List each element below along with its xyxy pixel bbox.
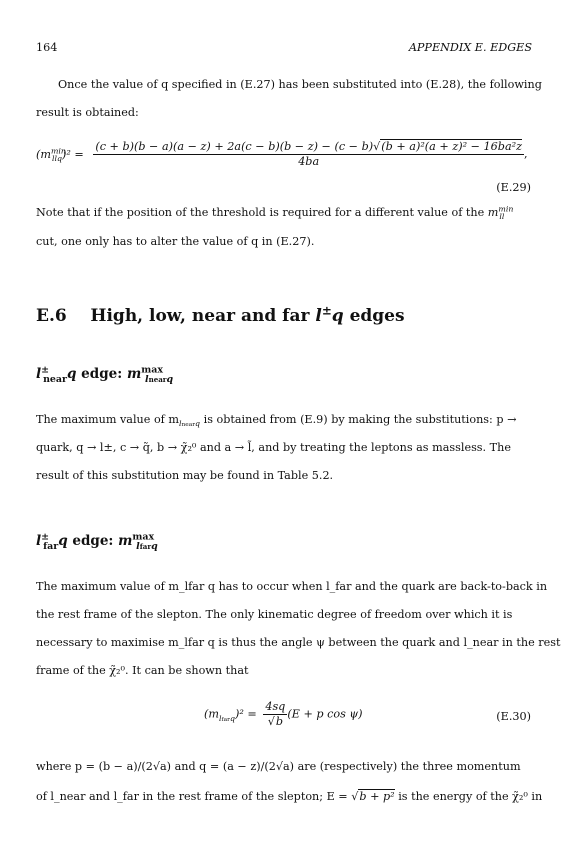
para2-line1: Note that if the position of the threshold is required for a different value of the $m^{min}_{ll}$ — [36, 204, 514, 222]
para4-line4: frame of the χ̃₂⁰. It can be shown that — [36, 664, 249, 677]
page-number: 164 — [36, 41, 58, 54]
eq30-label: (E.30) — [496, 710, 531, 723]
para3-line1: The maximum value of $m_{lnearq}$ is obtained from (E.9) by making the substitutions: p → — [36, 413, 517, 429]
subheading-far: $l^\pm_{far}q$ edge: $m^{max}_{lfarq}$ — [36, 531, 158, 552]
eq30-fraction: $\frac{4sq}{√b}$ — [265, 700, 286, 728]
equation-e30: $(m_{lfarq})^2$ = $\frac{4sq}{√b}$ (E + p cos ψ) — [204, 700, 363, 728]
para2-line2: cut, one only has to alter the value of q in (E.27). — [36, 235, 315, 248]
para1-line2: result is obtained: — [36, 106, 139, 119]
para3-line3: result of this substitution may be found in Table 5.2. — [36, 469, 334, 482]
para3-line2: quark, q → l±, c → q̃, b → χ̃₂⁰ and a → l̃, and by treating the leptons as massless. The — [36, 441, 511, 454]
para4-line3: necessary to maximise m_lfar q is thus the angle ψ between the quark and l_near in the rest — [36, 636, 561, 649]
equation-e29 — [36, 140, 528, 169]
eq29-numerator: (c + b)(b − a)(a − z) + 2a(c − b)(b − z) − (c − b)√(b + a)²(a + z)² − 16ba²z — [95, 140, 522, 153]
eq29-fraction — [93, 140, 524, 169]
eq29-denominator: 4ba — [298, 155, 320, 168]
para1-line1: Once the value of q specified in (E.27) has been substituted into (E.28), the following — [58, 78, 542, 91]
eq29-lhs: $(m^{min}_{llq})^2$ = — [36, 145, 84, 163]
eq29-radicand: (b + a)²(a + z)² − 16ba²z — [381, 140, 522, 153]
eq30-rhs: (E + p cos ψ) — [287, 707, 363, 721]
section-heading: E.6 High, low, near and far l±q edges — [36, 303, 405, 326]
eq29-label: (E.29) — [496, 181, 531, 194]
para5-line1: where p = (b − a)/(2√a) and q = (a − z)/(2√a) are (respectively) the three momentum — [36, 760, 521, 773]
subheading-near: $l^\pm_{near}q$ edge: $m^{max}_{lnearq}$ — [36, 364, 174, 385]
para5-line2: of l_near and l_far in the rest frame of the slepton; E = √b + p² is the energy of the χ̃₂⁰ in — [36, 790, 543, 803]
eq29-trailing: , — [524, 147, 528, 161]
para4-line2: the rest frame of the slepton. The only kinematic degree of freedom over which it is — [36, 608, 513, 621]
para4-line1: The maximum value of m_lfar q has to occur when l_far and the quark are back-to-back in — [36, 580, 548, 593]
running-title: APPENDIX E. EDGES — [408, 41, 532, 54]
